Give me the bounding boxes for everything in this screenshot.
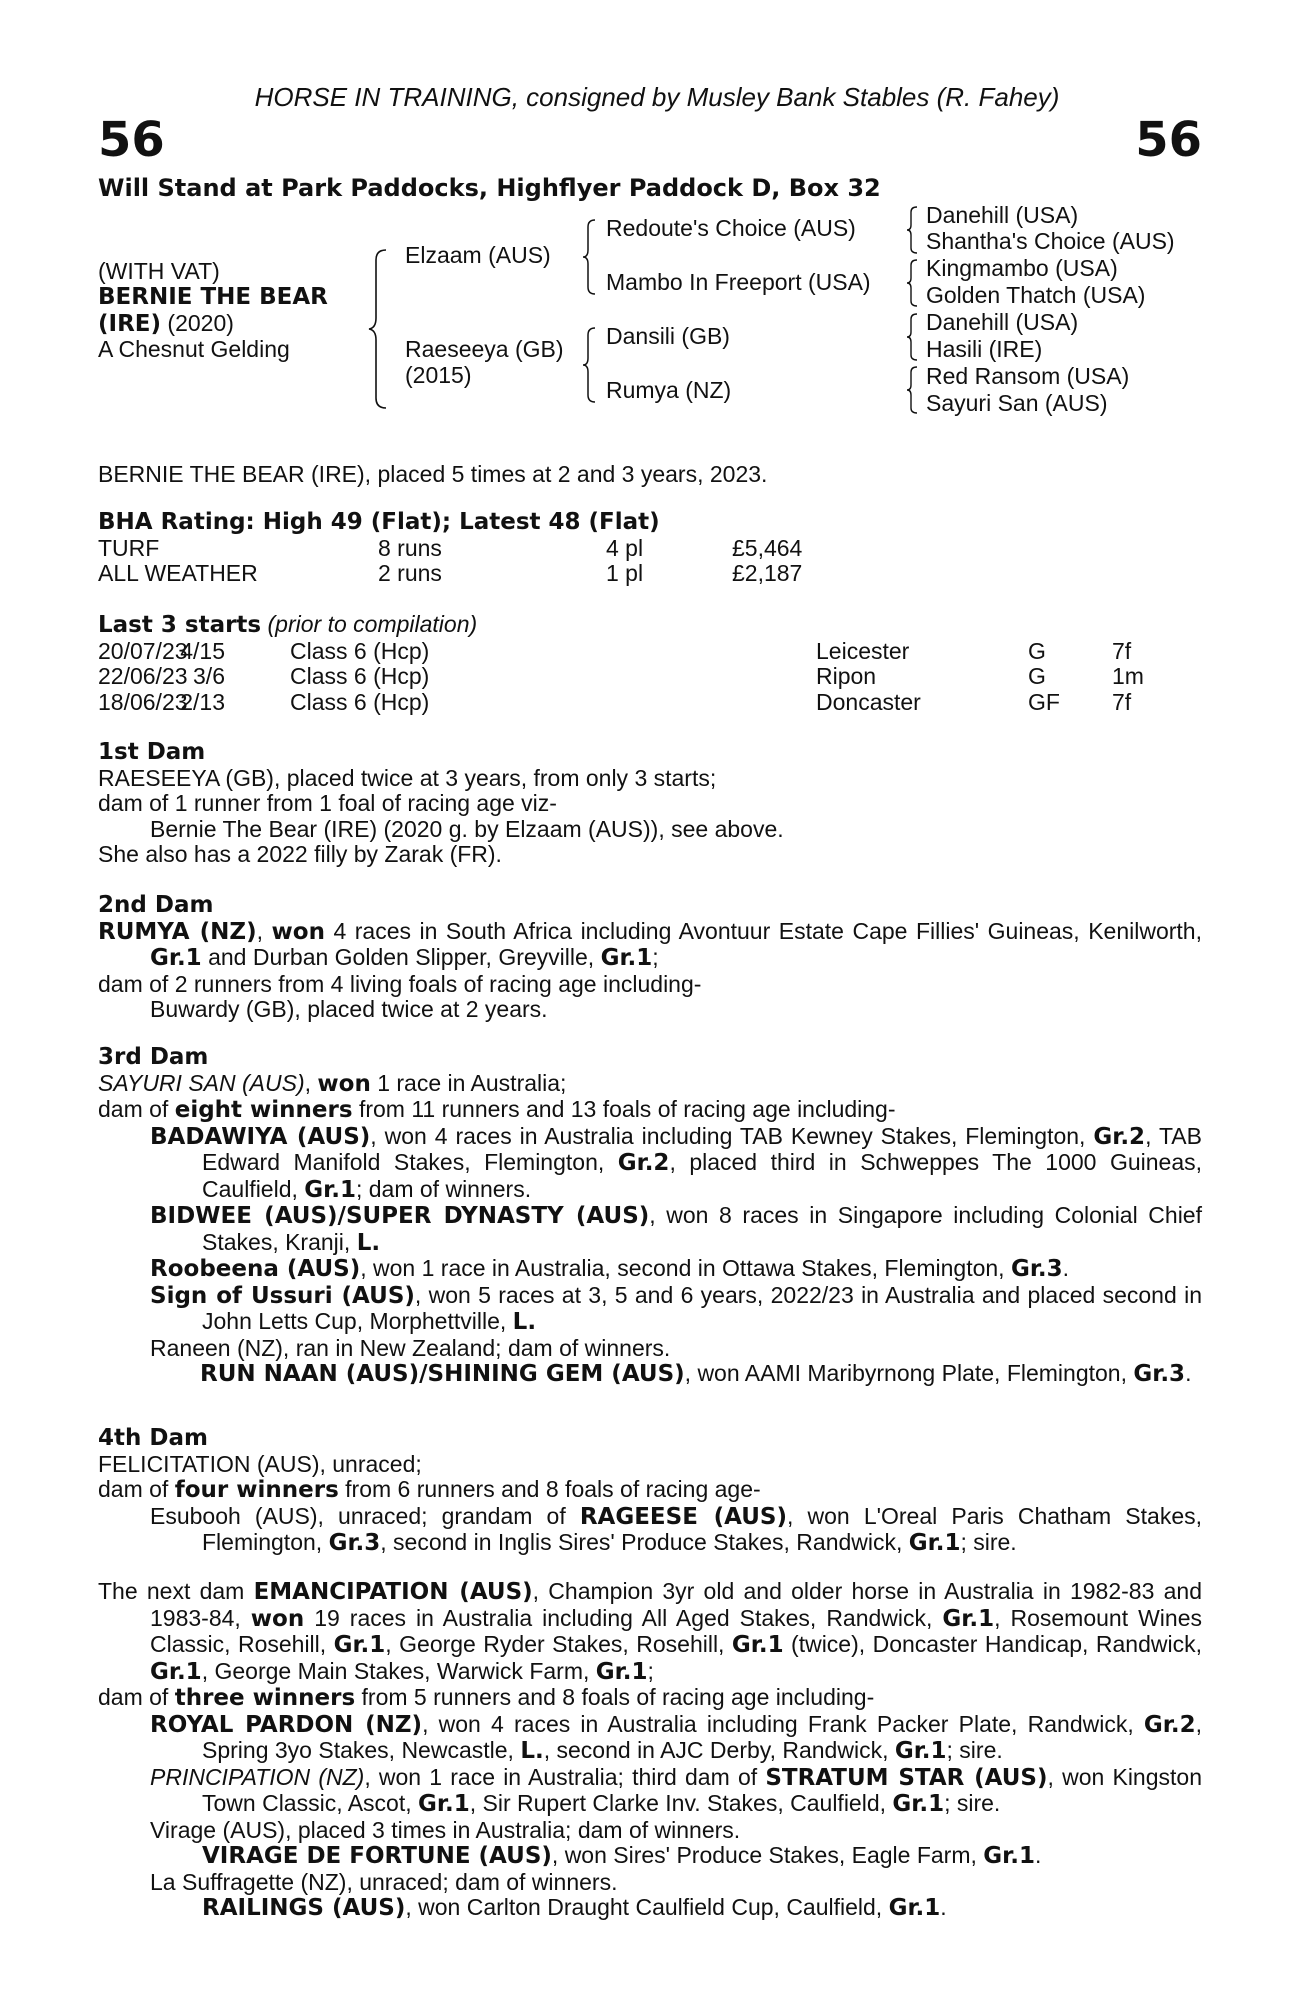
start-row: 18/06/23 2/13 Class 6 (Hcp) Doncaster GF 7f <box>98 688 1132 715</box>
sire-sire: Redoute's Choice (AUS) <box>606 215 856 241</box>
dam-record: SAYURI SAN (AUS), won 1 race in Australia; <box>98 1069 567 1097</box>
horse-name-suffix: (IRE) (2020) <box>98 310 234 337</box>
pedigree-bracket-sire <box>582 218 598 296</box>
fourth-dam-section <box>98 1426 1202 1557</box>
last-starts-section <box>98 612 1202 715</box>
produce-entry: Bernie The Bear (IRE) (2020 g. by Elzaam (AUS)), see above. <box>150 815 784 842</box>
foaling-year: (2020) <box>161 310 234 336</box>
start-row: 20/07/23 4/15 Class 6 (Hcp) Leicester G 7f <box>98 637 1132 664</box>
dam-record: FELICITATION (AUS), unraced; <box>98 1450 422 1477</box>
dam-sire: Dansili (GB) <box>606 323 730 349</box>
first-dam-section <box>98 740 1202 868</box>
section-heading: 2nd Dam <box>98 892 214 918</box>
dam-year: (2015) <box>405 362 472 388</box>
produce-entry: RUN NAAN (AUS)/SHINING GEM (AUS), won AAMI Maribyrnong Plate, Flemington, Gr.3. <box>200 1360 1192 1387</box>
produce-entry: Buwardy (GB), placed twice at 2 years. <box>150 996 548 1022</box>
sire-sire-sire: Danehill (USA) <box>926 202 1079 228</box>
surface: ALL WEATHER <box>98 560 258 586</box>
pedigree-bracket-ss <box>906 205 920 255</box>
produce-entry: RAILINGS (AUS), won Carlton Draught Caulfield Cup, Caulfield, Gr.1. <box>202 1894 947 1921</box>
racing-summary: BERNIE THE BEAR (IRE), placed 5 times at 2 and 3 years, 2023. <box>98 461 768 487</box>
next-dam-section <box>98 1579 1202 1922</box>
produce-entry: VIRAGE DE FORTUNE (AUS), won Sires' Produce Stakes, Eagle Farm, Gr.1. <box>202 1842 1042 1869</box>
prize-money: £5,464 <box>732 534 803 561</box>
dam-dam: Rumya (NZ) <box>606 377 732 403</box>
runs: 2 runs <box>378 560 442 586</box>
lot-number-left: 56 <box>98 112 165 168</box>
stand-location: Will Stand at Park Paddocks, Highflyer Paddock D, Box 32 <box>98 174 881 202</box>
sire-sire-dam: Shantha's Choice (AUS) <box>926 228 1175 254</box>
lot-number-right: 56 <box>1135 112 1202 168</box>
pedigree-bracket-ds <box>906 312 920 362</box>
dam-sire-dam: Hasili (IRE) <box>926 336 1043 362</box>
produce-entry: BADAWIYA (AUS), won 4 races in Australia including TAB Kewney Stakes, Flemington, Gr.2, TAB Edward Manifold Stakes, Flemington, Gr.2, placed third in Schweppes The 1000 Guineas, Caulfield, Gr.1; dam of winners. <box>150 1122 1203 1203</box>
pedigree-bracket-main <box>368 248 390 410</box>
second-dam-section <box>98 893 1202 1023</box>
produce-entry: PRINCIPATION (NZ), won 1 race in Australia; third dam of STRATUM STAR (AUS), won Kingston Town Classic, Ascot, Gr.1, Sir Rupert Clarke Inv. Stakes, Caulfield, Gr.1; sire. <box>150 1763 1202 1817</box>
rating-row <box>98 536 1202 562</box>
dam-dam-sire: Red Ransom (USA) <box>926 363 1130 389</box>
sire: Elzaam (AUS) <box>405 242 551 268</box>
section-heading: 1st Dam <box>98 739 206 765</box>
consignment-header: HORSE IN TRAINING, consigned by Musley Bank Stables (R. Fahey) <box>254 82 1060 112</box>
horse-name: BERNIE THE BEAR <box>98 284 328 310</box>
sire-dam: Mambo In Freeport (USA) <box>606 269 871 295</box>
runs: 8 runs <box>378 534 442 561</box>
vat-label: (WITH VAT) <box>98 258 220 284</box>
pedigree-bracket-dd <box>906 365 920 415</box>
section-heading: 3rd Dam <box>98 1044 209 1070</box>
rating-row <box>98 561 1202 587</box>
produce-entry: Esubooh (AUS), unraced; grandam of RAGEESE (AUS), won L'Oreal Paris Chatham Stakes, Flemington, Gr.3, second in Inglis Sires' Produce Stakes, Randwick, Gr.1; sire. <box>150 1502 1203 1556</box>
produce-entry: BIDWEE (AUS)/SUPER DYNASTY (AUS), won 8 races in Singapore including Colonial Chief Stakes, Kranji, L. <box>150 1202 1202 1256</box>
last-starts-heading: Last 3 starts (prior to compilation) <box>98 611 478 638</box>
sire-dam-sire: Kingmambo (USA) <box>926 255 1118 281</box>
dam-record: RUMYA (NZ), won 4 races in South Africa including Avontuur Estate Cape Fillies' Guineas, Kenilworth, Gr.1 and Durban Golden Slipper, Greyville, Gr.1; <box>98 917 1202 971</box>
prize-money: £2,187 <box>732 560 803 586</box>
dam: Raeseeya (GB) <box>405 336 564 362</box>
horse-description: A Chesnut Gelding <box>98 336 290 362</box>
dam-produce-summary: dam of four winners from 6 runners and 8 foals of racing age- <box>98 1476 761 1503</box>
dam-note: She also has a 2022 filly by Zarak (FR). <box>98 841 502 867</box>
rating-heading: BHA Rating: High 49 (Flat); Latest 48 (Flat) <box>98 509 660 535</box>
produce-entry: La Suffragette (NZ), unraced; dam of winners. <box>150 1868 618 1895</box>
dam-record: The next dam EMANCIPATION (AUS), Champion 3yr old and older horse in Australia in 1982-83 and 1983-84, won 19 races in Australia including All Aged Stakes, Randwick, Gr.1, Rosemount Wines Classic, Rosehill, Gr.1, George Ryder Stakes, Rosehill, Gr.1 (twice), Doncaster Handicap, Randwick, Gr.1, George Main Stakes, Warwick Farm, Gr.1; <box>98 1578 1202 1685</box>
dam-sire-sire: Danehill (USA) <box>926 309 1079 335</box>
section-heading: 4th Dam <box>98 1425 208 1451</box>
dam-produce-summary: dam of 1 runner from 1 foal of racing age viz- <box>98 790 557 816</box>
dam-produce-summary: dam of 2 runners from 4 living foals of racing age including- <box>98 970 702 997</box>
dam-produce-summary: dam of eight winners from 11 runners and 13 foals of racing age including- <box>98 1096 896 1123</box>
placings: 1 pl <box>606 560 644 586</box>
start-row: 22/06/23 3/6 Class 6 (Hcp) Ripon G 1m <box>98 663 1144 689</box>
dam-dam-dam: Sayuri San (AUS) <box>926 390 1108 416</box>
dam-produce-summary: dam of three winners from 5 runners and 8 foals of racing age including- <box>98 1684 875 1711</box>
rating-section <box>98 510 1202 587</box>
produce-entry: Virage (AUS), placed 3 times in Australia; dam of winners. <box>150 1816 741 1843</box>
surface: TURF <box>98 534 160 561</box>
produce-entry: Roobeena (AUS), won 1 race in Australia, second in Ottawa Stakes, Flemington, Gr.3. <box>150 1255 1070 1282</box>
pedigree-bracket-dam <box>582 326 598 404</box>
produce-entry: ROYAL PARDON (NZ), won 4 races in Australia including Frank Packer Plate, Randwick, Gr.2, Spring 3yo Stakes, Newcastle, L., second in AJC Derby, Randwick, Gr.1; sire. <box>150 1710 1202 1764</box>
sire-dam-dam: Golden Thatch (USA) <box>926 282 1146 308</box>
placings: 4 pl <box>606 534 644 561</box>
third-dam-section <box>98 1045 1202 1388</box>
pedigree-bracket-sd <box>906 258 920 308</box>
dam-record: RAESEEYA (GB), placed twice at 3 years, from only 3 starts; <box>98 764 717 791</box>
produce-entry: Raneen (NZ), ran in New Zealand; dam of winners. <box>150 1334 671 1361</box>
produce-entry: Sign of Ussuri (AUS), won 5 races at 3, 5 and 6 years, 2022/23 in Australia and placed second in John Letts Cup, Morphettville, L. <box>150 1281 1202 1335</box>
